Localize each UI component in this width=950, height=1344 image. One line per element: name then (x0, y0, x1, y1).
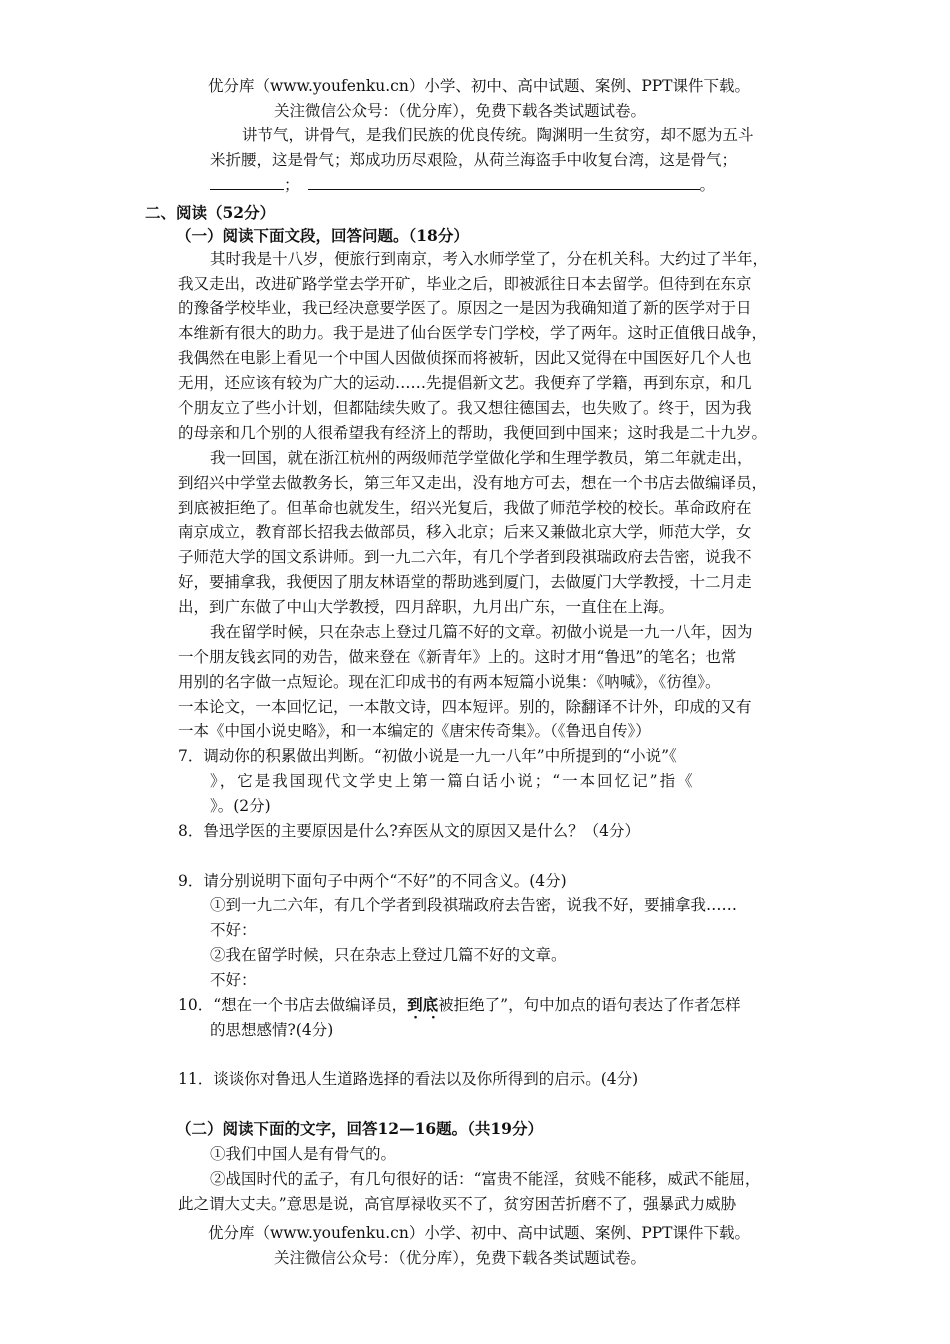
question-9-answer-label-2: 不好： (210, 971, 257, 989)
passage-line: 无用，还应该有较为广大的运动……先提倡新文艺。我便弃了学籍，再到东京，和几 (178, 374, 752, 392)
passage-line: 到底被拒绝了。但革命也就发生，绍兴光复后，我做了师范学校的校长。革命政府在 (178, 499, 752, 517)
question-7-line-2: 》，它是我国现代文学史上第一篇白话小说；“一本回忆记”指《 (210, 772, 695, 790)
intro-blank-line (210, 173, 715, 195)
question-10-line-2: 的思想感情?(4分) (210, 1021, 334, 1039)
header-line-1: 优分库（www.youfenku.cn）小学、初中、高中试题、案例、PPT课件下载。 (208, 77, 751, 95)
passage-line: 用别的名字做一点短论。现在汇印成书的有两本短篇小说集：《呐喊》，《彷徨》。 (178, 673, 721, 691)
header-line-2: 关注微信公众号：（优分库），免费下载各类试题试卷。 (274, 102, 647, 120)
passage-line: 好，要捕拿我，我便因了朋友林语堂的帮助逃到厦门，去做厦门大学教授，十二月走 (178, 573, 752, 591)
intro-line-2: 米折腰，这是骨气；郑成功历尽艰险，从荷兰海盗手中收复台湾，这是骨气； (210, 151, 738, 169)
intro-end: 。 (699, 176, 716, 194)
question-10 (178, 995, 741, 1015)
part2-paragraph-1: ①我们中国人是有骨气的。 (210, 1145, 397, 1163)
passage-line: 的母亲和几个别的人很希望我有经济上的帮助，我便回到中国来；这时我是二十九岁。 (178, 424, 768, 442)
passage-line: 一个朋友钱玄同的劝告，做来登在《新青年》上的。这时才用“鲁迅”的笔名；也常 (178, 648, 737, 666)
passage-line: 出，到广东做了中山大学教授，四月辞职，九月出广东，一直住在上海。 (178, 598, 675, 616)
question-10-prefix: 10．“想在一个书店去做编译员， (178, 996, 408, 1014)
question-7: 7．调动你的积累做出判断。“初做小说是一九一八年”中所提到的“小说”《 (178, 747, 677, 765)
intro-separator: ； (284, 176, 300, 194)
passage-line: 我在留学时候，只在杂志上登过几篇不好的文章。初做小说是一九一八年，因为 (210, 623, 753, 641)
passage-line: 其时我是十八岁，便旅行到南京，考入水师学堂了，分在机关科。大约过了半年， (210, 250, 769, 268)
question-9-sentence-1: ①到一九二六年，有几个学者到段祺瑞政府去告密，说我不好，要捕拿我…… (210, 896, 738, 914)
part2-paragraph-2-line-2: 此之谓大丈夫。”意思是说，高官厚禄收买不了，贫穷困苦折磨不了，强暴武力威胁 (178, 1195, 737, 1213)
question-7-line-3: 》。(2分) (210, 797, 271, 815)
passage-line: 本维新有很大的助力。我于是进了仙台医学专门学校，学了两年。这时正值俄日战争， (178, 324, 768, 342)
footer-line-2: 关注微信公众号：（优分库），免费下载各类试题试卷。 (274, 1249, 647, 1267)
part2-title: （二）阅读下面的文字，回答12—16题。（共19分） (176, 1119, 543, 1138)
emphasized-phrase: 到底 · · (407, 995, 438, 1014)
question-9-sentence-2: ②我在留学时候，只在杂志上登过几篇不好的文章。 (210, 946, 567, 964)
answer-blank[interactable] (210, 173, 284, 190)
passage-line: 的豫备学校毕业，我已经决意要学医了。原因之一是因为我确知道了新的医学对于日 (178, 299, 752, 317)
question-10-suffix: 被拒绝了”，句中加点的语句表达了作者怎样 (438, 996, 741, 1014)
question-9-answer-label-1: 不好： (210, 921, 257, 939)
passage-line: 子师范大学的国文系讲师。到一九二六年，有几个学者到段祺瑞政府去告密，说我不 (178, 548, 752, 566)
passage-line: 一本论文，一本回忆记，一本散文诗，四本短评。别的，除翻译不计外，印成的又有 (178, 698, 752, 716)
answer-blank[interactable] (308, 173, 700, 190)
passage-line: 南京成立，教育部长招我去做部员，移入北京；后来又兼做北京大学，师范大学，女 (178, 523, 752, 541)
passage-line: 一本《中国小说史略》，和一本编定的《唐宋传奇集》。（《鲁迅自传》） (178, 722, 651, 740)
passage-line: 我一回国，就在浙江杭州的两级师范学堂做化学和生理学教员，第二年就走出， (210, 449, 753, 467)
passage-line: 个朋友立了些小计划，但都陆续失败了。我又想往德国去，也失败了。终于，因为我 (178, 399, 752, 417)
question-8: 8．鲁迅学医的主要原因是什么?弃医从文的原因又是什么？（4分） (178, 822, 641, 840)
intro-line-1: 讲节气，讲骨气，是我们民族的优良传统。陶渊明一生贫穷，却不愿为五斗 (242, 126, 754, 144)
passage-line: 到绍兴中学堂去做教务长，第三年又走出，没有地方可去，想在一个书店去做编译员， (178, 474, 768, 492)
section-title: 二、阅读（52分） (145, 203, 276, 222)
question-9: 9．请分别说明下面句子中两个“不好”的不同含义。(4分) (178, 872, 567, 890)
passage-line: 我偶然在电影上看见一个中国人因做侦探而将被斩，因此又觉得在中国医好几个人也 (178, 349, 752, 367)
question-11: 11．谈谈你对鲁迅人生道路选择的看法以及你所得到的启示。(4分) (178, 1070, 639, 1088)
part2-paragraph-2: ②战国时代的孟子，有几句很好的话：“富贵不能淫，贫贱不能移，威武不能屈， (210, 1170, 761, 1188)
footer-line-1: 优分库（www.youfenku.cn）小学、初中、高中试题、案例、PPT课件下载。 (208, 1224, 751, 1242)
part1-title: （一）阅读下面文段，回答问题。（18分） (176, 226, 469, 245)
passage-line: 我又走出，改进矿路学堂去学开矿，毕业之后，即被派往日本去留学。但待到在东京 (178, 275, 752, 293)
